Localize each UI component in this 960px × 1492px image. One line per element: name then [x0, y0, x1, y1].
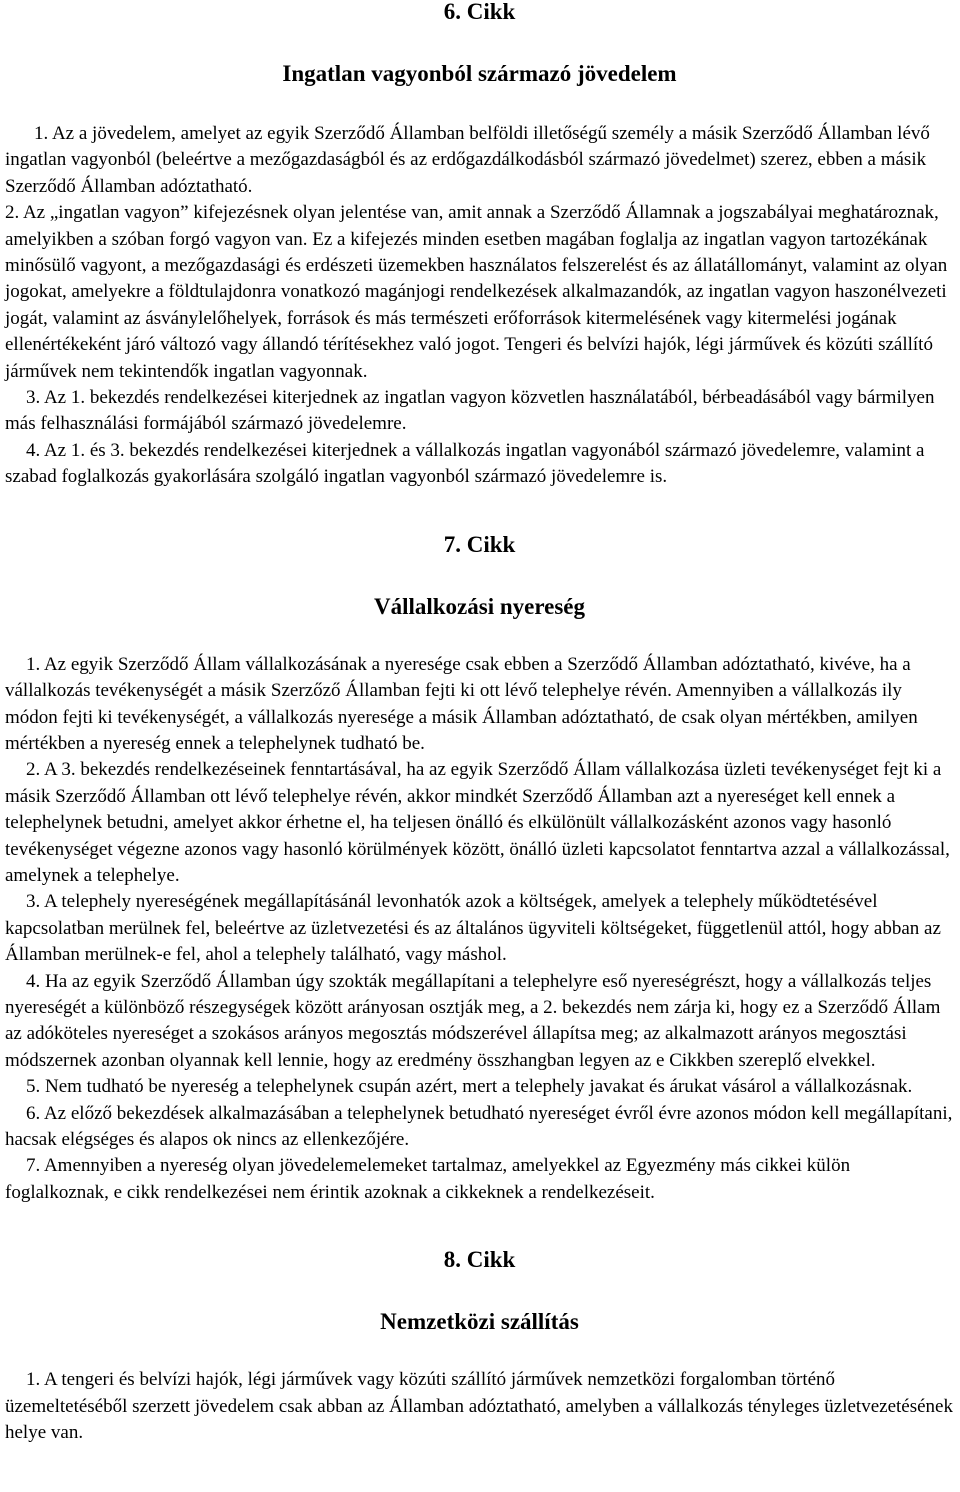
article-7 [5, 531, 954, 1207]
article-7-paragraph-2: 2. A 3. bekezdés rendelkezéseinek fenntartásával, ha az egyik Szerződő Állam vállalkozása üzleti tevékenységet fejt ki a másik Szerződő Államban ott lévő telephelye révén, akkor mindkét Szerződő Államban azt a nyereséget kell ennek a telephelynek betudni, amelyet akkor érhetne el, ha teljesen önálló és elkülönült vállalkozásként azonos vagy hasonló tevékenységet végezne azonos vagy hasonló körülmények között, önálló üzleti kapcsolatot fenntartva azzal a vállalkozással, amelynek a telephelye. [5, 759, 950, 886]
article-7-paragraph-3: 3. A telephely nyereségének megállapításánál levonhatók azok a költségek, amelyek a telephely működtetésével kapcsolatban merülnek fel, beleértve az üzletvezetési és az általános ügyviteli költségeket, függetlenül attól, hogy abban az Államban merülnek-e fel, ahol a telephely található, vagy máshol. [5, 891, 941, 966]
article-8-number: 8. Cikk [443, 1247, 516, 1273]
article-8-paragraph-1: 1. A tengeri és belvízi hajók, légi járművek vagy közúti szállító járművek nemzetközi forgalomban történő üzemeltetéséből szerzett jövedelem csak abban az Államban adóztatható, amelyben a vállalkozás tényleges üzletvezetésének helye van. [5, 1369, 953, 1444]
article-6-paragraph-4: 4. Az 1. és 3. bekezdés rendelkezései kiterjednek a vállalkozás ingatlan vagyonából származó jövedelemre, valamint a szabad foglalkozás gyakorlására szolgáló ingatlan vagyonból származó jövedelemre is. [5, 439, 925, 488]
article-6-number: 6. Cikk [443, 0, 516, 24]
article-7-title: Vállalkozási nyereség [373, 593, 586, 619]
article-7-paragraph-1: 1. Az egyik Szerződő Állam vállalkozásának a nyeresége csak ebben a Szerződő Államban adóztatható, kivéve, ha a vállalkozás tevékenységét a másik Szerzőző Államban fejti ki ott lévő telephelye révén. Amennyiben a vállalkozás ily módon fejti ki tevékenységét, a vállalkozás nyeresége a másik Államban adóztatható, de csak olyan mértékben, amilyen mértékben a nyereség ennek a telephelynek tudható be. [5, 653, 918, 754]
article-6-title: Ingatlan vagyonból származó jövedelem [282, 61, 677, 86]
article-6-body [5, 121, 954, 491]
article-7-paragraph-4: 4. Ha az egyik Szerződő Államban úgy szokták megállapítani a telephelyre eső nyereségrészt, hogy a vállalkozás teljes nyereségét a különböző részegységek között arányosan osztják meg, a 2. bekezdés nem zárja ki, hogy ez a Szerződő Állam az adóköteles nyereséget a szokásos arányos megosztás módszerével állapítsa meg; az alkalmazott arányos megosztási módszernek azonban olyannak kell lennie, hogy az eredmény összhangban legyen az e Cikkben szereplő elvekkel. [5, 970, 941, 1071]
article-6-paragraph-1: 1. Az a jövedelem, amelyet az egyik Szerződő Államban belföldi illetőségű személy a másik Szerződő Államban lévő ingatlan vagyonból (beleértve a mezőgazdaságból és az erdőgazdálkodásból származó jövedelmet) szerez, ebben a másik Szerződő Államban adóztatható. [5, 123, 930, 197]
article-8-body [5, 1367, 954, 1446]
article-7-paragraph-6: 6. Az előző bekezdések alkalmazásában a telephelynek betudható nyereséget évről évre azonos módon kell megállapítani, hacsak elégséges és alapos ok nincs az ellenkezőjére. [5, 1102, 953, 1150]
article-7-paragraph-7: 7. Amennyiben a nyereség olyan jövedelemelemeket tartalmaz, amelyekkel az Egyezmény más cikkei külön foglalkoznak, e cikk rendelkezései nem érintik azoknak a cikkeknek a rendelkezéseit. [5, 1155, 851, 1203]
article-7-body [5, 652, 954, 1207]
article-7-paragraph-5: 5. Nem tudható be nyereség a telephelynek csupán azért, mert a telephely javakat és árukat vásárol a vállalkozásnak. [26, 1076, 913, 1098]
article-6 [5, 0, 954, 491]
article-8-title: Nemzetközi szállítás [380, 1309, 579, 1335]
article-6-paragraph-2: 2. Az „ingatlan vagyon” kifejezésnek olyan jelentése van, amit annak a Szerződő Államnak a jogszabályai meghatároznak, amelyikben a szóban forgó vagyon van. Ez a kifejezés minden esetben magában foglalja az ingatlan vagyon tartozékának minősülő vagyont, a mezőgazdasági és erdészeti üzemekben használatos felszerelést és az állatállományt, valamint az olyan jogokat, amelyekre a földtulajdonra vonatkozó magánjogi rendelkezések alkalmazandók, az ingatlan vagyon haszonélvezeti jogát, valamint az ásványlelőhelyek, források és más természeti erőforrások kitermelésének vagy kitermelési jogának ellenértékeként járó változó vagy állandó térítésekhez való jogot. Tengeri és belvízi hajók, légi járművek és közúti szállító járművek nem tekintendők ingatlan vagyonnak. [5, 202, 948, 382]
article-8 [5, 1246, 954, 1446]
article-6-paragraph-3: 3. Az 1. bekezdés rendelkezései kiterjednek az ingatlan vagyon közvetlen használatából, bérbeadásából vagy bármilyen más felhasználási formájából származó jövedelemre. [5, 387, 935, 435]
article-7-number: 7. Cikk [443, 531, 516, 557]
